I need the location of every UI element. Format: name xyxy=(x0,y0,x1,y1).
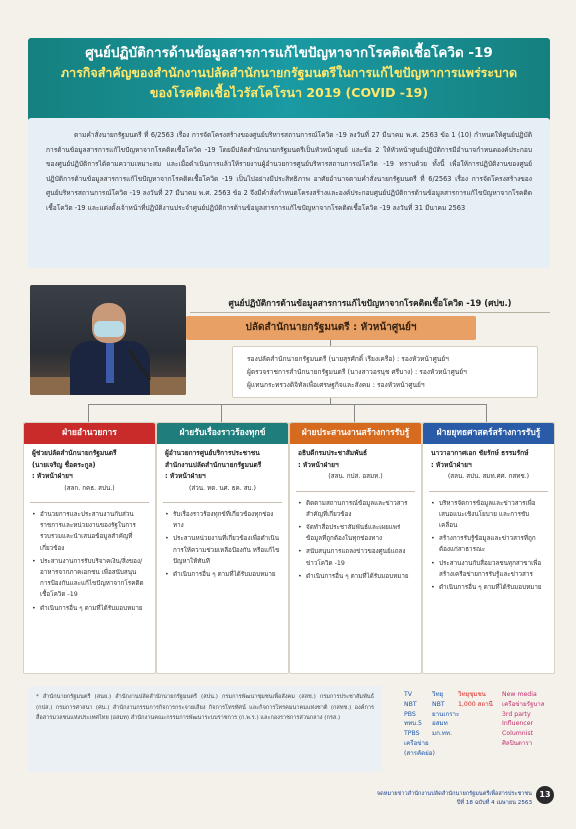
org-connector xyxy=(221,404,222,422)
org-connector xyxy=(88,404,89,422)
center-head-box: ปลัดสำนักนายกรัฐมนตรี : หัวหน้าศูนย์ฯ xyxy=(186,316,476,340)
media-item: TPBS xyxy=(404,730,420,738)
media-item: Columnist xyxy=(502,730,534,738)
duty-item: • ประสานงานการรับบริจาคเงิน/สิ่งของ/อาหารจากภาคเอกชน เพื่อสนับสนุนการป้องกันและแก้ไขปัญหาจากโรคติดเชื้อโควิด -19 xyxy=(32,556,147,601)
intro-paragraph: ตามคำสั่งนายกรัฐมนตรี ที่ 6/2563 เรื่อง การจัดโครงสร้างของศูนย์บริหารสถานการณ์โควิด -19 ลงวันที่ 27 มีนาคม พ.ศ. 2563 ข้อ 1 (10) กำหนดให้ศูนย์ปฏิบัติการด้านข้อมูลสารการแก้ไขปัญหาจากโรคติดเชื้อโควิด -19 โดยมีปลัดสำนักนายกรัฐมนตรีเป็นหัวหน้าศูนย์ และข้อ 2 ให้หัวหน้าศูนย์ปฏิบัติการมีอำนาจกำหนดองค์ประกอบของศูนย์ปฏิบัติการได้ตามความเหมาะสม และเมื่อดำเนินการแล้วให้รายงานผู้อำนวยการศูนย์บริหารสถานการณ์โควิด -19 ทราบด้วย ทั้งนี้ เพื่อให้การปฏิบัติงานของศูนย์ปฏิบัติการด้านข้อมูลสารการแก้ไขปัญหาจากโรคติดเชื้อโควิด -19 เป็นไปอย่างมีประสิทธิภาพ อาศัยอำนาจตามคำสั่งนายกรัฐมนตรี ที่ 6/2563 เรื่อง การจัดโครงสร้างของศูนย์บริหารสถานการณ์โควิด -19 ลงวันที่ 27 มีนาคม พ.ศ. 2563 ข้อ 2 จึงมีคำสั่งกำหนดโครงสร้างและองค์ประกอบศูนย์ปฏิบัติการด้านข้อมูลสารการแก้ไขปัญหาจากโรคติดเชื้อโควิด -19 และแต่งตั้งเจ้าหน้าที่ปฏิบัติงานประจำศูนย์ปฏิบัติการด้านข้อมูลสารการแก้ไขปัญหาจากโรคติดเชื้อโควิด -19 ลงวันที่ 31 มีนาคม 2563 xyxy=(46,131,532,212)
deputy-line: ผู้ตรวจราชการสำนักนายกรัฐมนตรี (นางสาวอรนุช ศรีบาง) : รองหัวหน้าศูนย์ฯ xyxy=(247,368,467,376)
division-duties xyxy=(290,496,421,582)
division-header: ฝ่ายยุทธศาสตร์สร้างการรับรู้ xyxy=(423,423,554,444)
division-strategy xyxy=(422,422,555,674)
division-lead-line: ผู้ช่วยปลัดสำนักนายกรัฐมนตรี xyxy=(32,449,117,457)
division-lead-line: ผู้อำนวยการศูนย์บริการประชาชน xyxy=(165,449,260,457)
media-item: (สารคัดย่อ) xyxy=(404,749,435,757)
division-divider xyxy=(163,502,282,503)
duty-item: • ดำเนินการอื่น ๆ ตามที่ได้รับมอบหมาย xyxy=(431,582,546,593)
division-coordination xyxy=(289,422,422,674)
duty-item: • จัดทำสื่อประชาสัมพันธ์และเผยแพร่ข้อมูลที่ถูกต้องในทุกช่องทาง xyxy=(298,522,413,544)
division-lead-line: (นายเจริญ ชื่อตระกูล) xyxy=(32,460,96,469)
media-item: NBT xyxy=(432,700,445,708)
division-lead xyxy=(423,444,554,483)
media-list-community xyxy=(458,690,493,710)
division-divider xyxy=(296,491,415,492)
division-divider xyxy=(429,491,548,492)
division-lead-line: นาวาอากาศเอก ชัยรักษ์ ธรรมรักษ์ xyxy=(431,449,529,457)
division-administration xyxy=(23,422,156,674)
division-lead-line: อธิบดีกรมประชาสัมพันธ์ xyxy=(298,449,368,457)
division-lead-line: สำนักงานปลัดสำนักนายกรัฐมนตรี xyxy=(165,460,262,469)
duty-item: • สร้างการรับรู้ข้อมูลและข่าวสารที่ถูกต้องแก่สาธารณะ xyxy=(431,533,546,555)
media-item: ยานเกราะ xyxy=(432,710,460,718)
media-item: ททบ.5 xyxy=(404,720,422,728)
page-number: 13 xyxy=(536,786,554,804)
duty-item: • ดำเนินการอื่น ๆ ตามที่ได้รับมอบหมาย xyxy=(165,569,280,580)
journal-issue: ปีที่ 18 ฉบับที่ 4 เมษายน 2563 xyxy=(456,799,532,806)
deputy-box xyxy=(232,346,538,398)
duty-item: • ติดตามสถานการณ์ข้อมูลและข่าวสารสำคัญที่เกี่ยวข้อง xyxy=(298,498,413,520)
media-item: มก.ทท. xyxy=(432,730,452,738)
org-connector xyxy=(354,404,355,422)
division-complaints xyxy=(156,422,289,674)
media-item: TV xyxy=(404,691,413,698)
media-list-newmedia xyxy=(502,690,545,749)
division-duties xyxy=(157,507,288,580)
division-lead xyxy=(290,444,421,483)
media-item: เครือข่ายรัฐบาล xyxy=(502,700,545,708)
footnote-text: * สำนักนายกรัฐมนตรี (สนย.) สำนักงานปลัดสำนักนายกรัฐมนตรี (สปน.) กรมการพัฒนาชุมชนเพื่อสังคม (สสช.) กรมการประชาสัมพันธ์ (กปส.) กรมการศาสนา (ศน.) สำนักงานกรรมการกิจการกระจายเสียง กิจการโทรทัศน์ และกิจการโทรคมนาคมแห่งชาติ (กสทช.) องค์การสื่อสารมวลชนแห่งประเทศไทย (อสมท) สำนักงานคณะกรรมการพัฒนาระบบราชการ (ก.พ.ร.) และกองราชการส่วนกลาง (กรส.) xyxy=(36,694,374,721)
org-connector xyxy=(486,404,487,422)
page-title: ศูนย์ปฏิบัติการด้านข้อมูลสารการแก้ไขปัญหาจากโรคติดเชื้อโควิด -19 xyxy=(85,45,493,61)
media-item: อสมท xyxy=(432,720,448,728)
media-list-radio xyxy=(432,690,459,739)
page-subtitle-line-2: ของโรคติดเชื้อไวรัสโคโรนา 2019 (COVID -19) xyxy=(149,85,429,100)
division-units: (สลก. กคธ. สปน.) xyxy=(64,484,115,492)
org-connector xyxy=(88,404,486,405)
deputy-line: ผู้แทนกระทรวงดิจิทัลเพื่อเศรษฐกิจและสังคม : รองหัวหน้าศูนย์ฯ xyxy=(247,381,425,389)
division-lead xyxy=(24,444,155,494)
title-banner xyxy=(28,38,550,122)
division-lead-line: : หัวหน้าฝ่ายฯ xyxy=(165,472,206,480)
duty-item: • ดำเนินการอื่น ๆ ตามที่ได้รับมอบหมาย xyxy=(32,603,147,614)
duty-item: • รับเรื่องราวร้องทุกข์ที่เกี่ยวข้องทุกช่องทาง xyxy=(165,509,280,531)
duty-item: • สนับสนุนการแถลงข่าวของศูนย์แถลงข่าวโควิด -19 xyxy=(298,546,413,568)
division-lead xyxy=(157,444,288,494)
org-chart-title: ศูนย์ปฏิบัติการด้านข้อมูลสารการแก้ไขปัญหาจากโรคติดเชื้อโควิด -19 (ศปข.) xyxy=(228,298,512,308)
media-item: 1,000 สถานี xyxy=(458,700,493,708)
division-duties xyxy=(24,507,155,614)
division-lead-line: : หัวหน้าฝ่ายฯ xyxy=(32,472,73,480)
media-item: วิทยุชุมชน xyxy=(458,691,486,698)
media-list-tv xyxy=(404,690,435,759)
division-header: ฝ่ายอำนวยการ xyxy=(24,423,155,444)
division-units: (สลน. กปส. อสมท.) xyxy=(328,473,383,480)
title-divider xyxy=(190,312,550,313)
media-item: เครือข่าย xyxy=(404,739,429,747)
duty-item: • อำนวยการและประสานงานกับส่วนราชการและหน่วยงานของรัฐในการรวบรวมและนำเสนอข้อมูลสำคัญที่เกี่ยวข้อง xyxy=(32,509,147,554)
media-item: 3rd party xyxy=(502,710,531,718)
duty-item: • ประสานงานกับสื่อมวลชนทุกสาขาเพื่อสร้างเครือข่ายการรับรู้และข่าวสาร xyxy=(431,558,546,580)
media-item: NBT xyxy=(404,700,417,708)
media-item: Influencer xyxy=(502,720,534,728)
media-item: วิทยุ xyxy=(432,691,444,698)
media-item: ศิลปินดารา xyxy=(502,739,533,747)
journal-name: จดหมายข่าวสำนักงานปลัดสำนักนายกรัฐมนตรีเพื่อสารประชาชน xyxy=(376,791,532,797)
duty-item: • ดำเนินการอื่น ๆ ตามที่ได้รับมอบหมาย xyxy=(298,571,413,582)
division-header: ฝ่ายรับเรื่องราวร้องทุกข์ xyxy=(157,423,288,444)
deputy-line: รองปลัดสำนักนายกรัฐมนตรี (นายสุรศักดิ์ เรียงเครือ) : รองหัวหน้าศูนย์ฯ xyxy=(247,355,449,363)
division-header: ฝ่ายประสานงานสร้างการรับรู้ xyxy=(290,423,421,444)
duty-item: • ประสานหน่วยงานที่เกี่ยวข้องเพื่อดำเนินการให้ความช่วยเหลือป้องกัน หรือแก้ไขปัญหาให้ทันที xyxy=(165,533,280,567)
media-item: New media xyxy=(502,691,537,698)
division-divider xyxy=(30,502,149,503)
media-item: PBS xyxy=(404,710,416,718)
footnote-box xyxy=(28,686,382,772)
division-units: (สลน. สปน. สมท.ศศ. กสทช.) xyxy=(447,473,530,480)
intro-box xyxy=(28,118,550,268)
division-duties xyxy=(423,496,554,594)
page-subtitle-line-1: ภารกิจสำคัญของสำนักงานปลัดสำนักนายกรัฐมนตรีในการแก้ไขปัญหาการแพร่ระบาด xyxy=(60,65,518,80)
journal-info xyxy=(310,790,532,807)
division-units: (ส่วน. ทต. นศ. ธค. สบ.) xyxy=(188,484,257,492)
official-photo xyxy=(30,285,186,395)
duty-item: • บริหารจัดการข้อมูลและข่าวสารเพื่อเสนอแนะเชิงนโยบาย และการขับเคลื่อน xyxy=(431,498,546,532)
division-lead-line: : หัวหน้าฝ่ายฯ xyxy=(431,460,472,469)
division-lead-line: : หัวหน้าฝ่ายฯ xyxy=(298,460,339,469)
